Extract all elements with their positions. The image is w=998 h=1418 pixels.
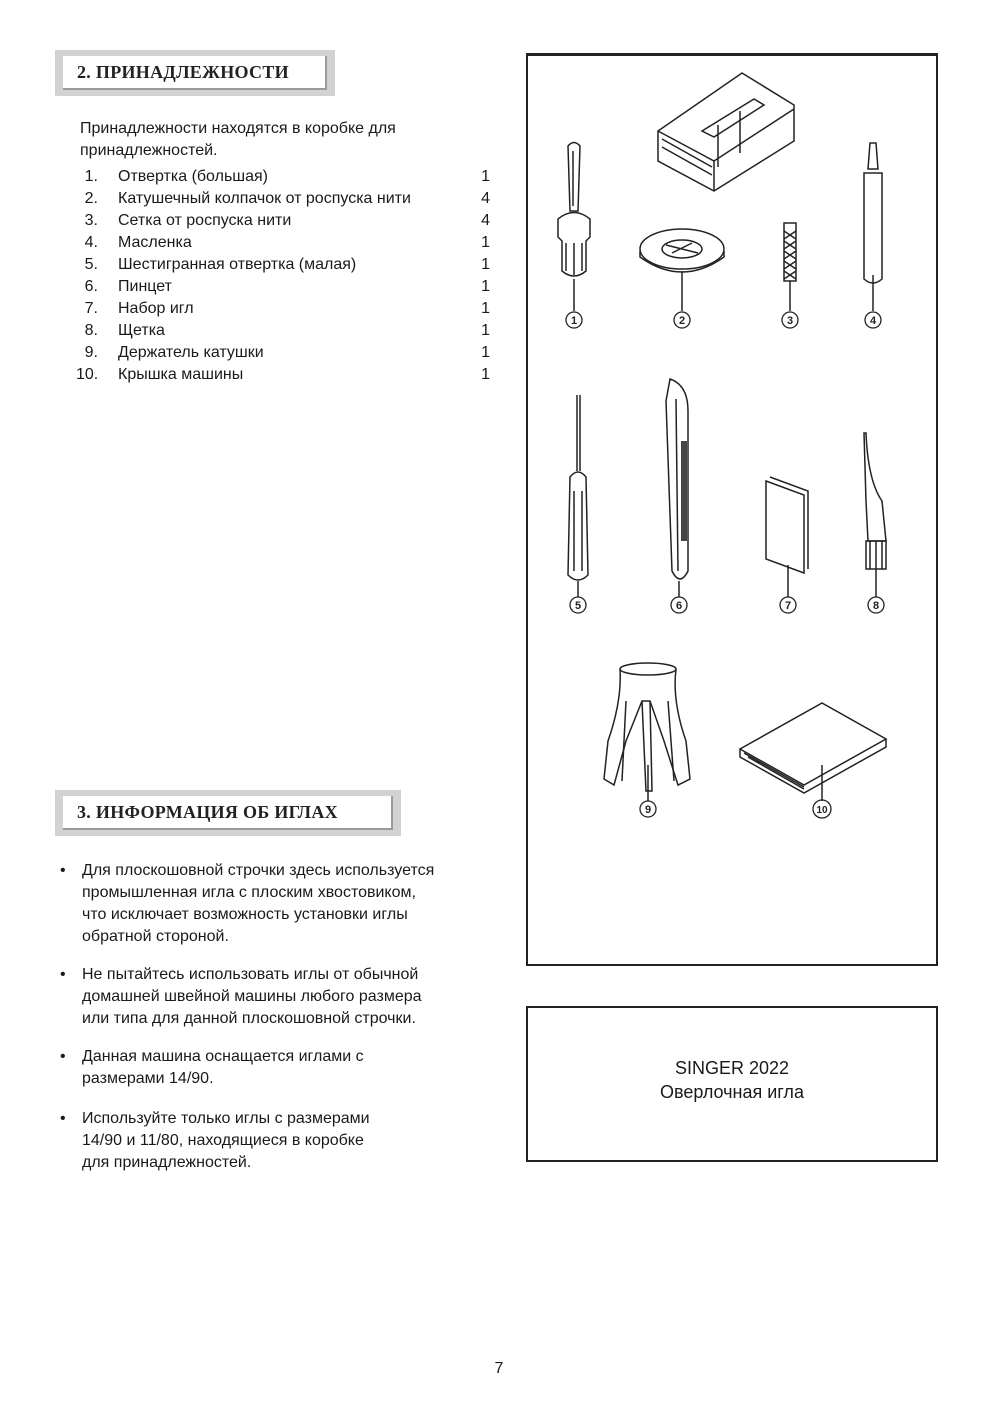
brush-icon (864, 433, 886, 597)
spool-cap-icon (640, 229, 724, 311)
needle-type-box (526, 1006, 938, 1162)
needle-type: Оверлочная игла (660, 1082, 804, 1102)
callout-2: 2 (678, 315, 686, 327)
callout-circles (566, 312, 884, 818)
section-2-title: 2. ПРИНАДЛЕЖНОСТИ (77, 61, 289, 82)
accessory-box-icon (658, 73, 794, 191)
list-item: 9. Держатель катушки 1 (84, 344, 490, 361)
list-item: 10. Крышка машины 1 (76, 366, 490, 383)
list-item: 2. Катушечный колпачок от роспуска нити 4 (84, 190, 490, 207)
accessories-illustration (526, 53, 938, 966)
oiler-icon (864, 143, 882, 311)
machine-cover-icon (740, 703, 886, 801)
list-item: 1. Отвертка (большая) 1 (84, 168, 490, 185)
page-number: 7 (494, 1360, 504, 1377)
thread-net-icon (784, 223, 796, 311)
tweezers-icon (666, 379, 688, 597)
needle-pack-icon (766, 477, 808, 597)
callout-6: 6 (675, 600, 683, 612)
list-item: 4. Масленка 1 (84, 234, 490, 251)
callout-9: 9 (644, 804, 652, 816)
callout-1: 1 (570, 315, 578, 327)
accessories-intro: Принадлежности находятся в коробке для принадлежностей. (80, 120, 396, 159)
spool-holder-icon (604, 663, 690, 801)
callout-10: 10 (816, 805, 828, 816)
needle-brand: SINGER 2022 (674, 1058, 790, 1078)
callout-7: 7 (784, 600, 792, 612)
callout-8: 8 (872, 600, 880, 612)
section-3-title: 3. ИНФОРМАЦИЯ ОБ ИГЛАХ (77, 801, 338, 822)
callout-4: 4 (869, 315, 877, 327)
screwdriver-large-icon (558, 143, 590, 312)
list-item: 3. Сетка от роспуска нити 4 (84, 212, 490, 229)
list-item: 6. Пинцет 1 (84, 278, 490, 295)
hex-screwdriver-icon (568, 395, 588, 597)
section-3-header (55, 790, 401, 836)
section-2-header (55, 50, 335, 96)
callout-3: 3 (786, 315, 794, 327)
list-item: 5. Шестигранная отвертка (малая) 1 (84, 256, 490, 273)
accessories-list (76, 168, 496, 388)
list-item: 7. Набор игл 1 (84, 300, 490, 317)
list-item: 8. Щетка 1 (84, 322, 490, 339)
callout-5: 5 (574, 600, 582, 612)
